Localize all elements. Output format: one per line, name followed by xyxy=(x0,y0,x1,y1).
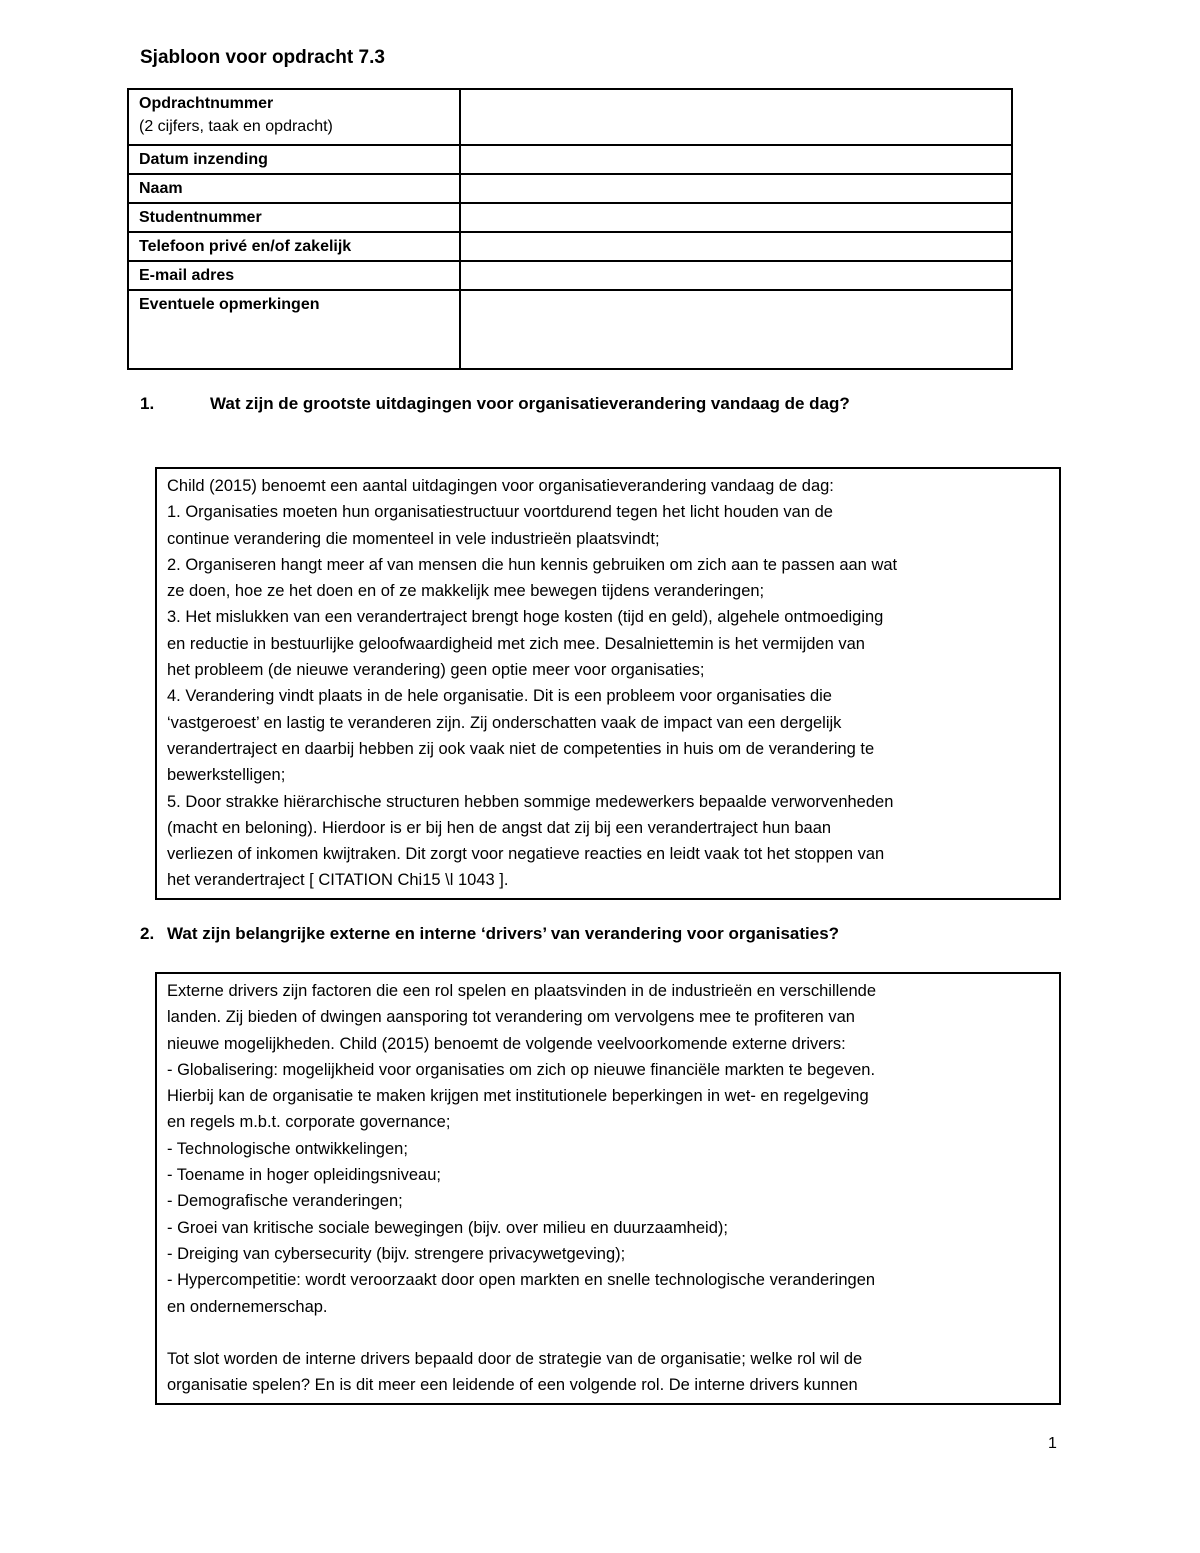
answer-line: - Technologische ontwikkelingen; xyxy=(167,1139,408,1158)
answer-line: 3. Het mislukken van een verandertraject brengt hoge kosten (tijd en geld), algehele ontmoediging xyxy=(167,608,884,627)
form-value-cell[interactable] xyxy=(460,261,1012,290)
submission-form-table xyxy=(127,88,1013,370)
form-row-opdrachtnummer xyxy=(128,89,1012,145)
document-title: Sjabloon voor opdracht 7.3 xyxy=(140,47,385,68)
answer-line: Tot slot worden de interne drivers bepaald door de strategie van de organisatie; welke rol wil de xyxy=(167,1350,863,1369)
form-row-telefoon xyxy=(128,232,1012,261)
form-row-naam xyxy=(128,174,1012,203)
answer-line: - Groei van kritische sociale bewegingen (bijv. over milieu en duurzaamheid); xyxy=(167,1218,728,1237)
form-label: Telefoon privé en/of zakelijk xyxy=(128,232,460,261)
form-row-datum xyxy=(128,145,1012,174)
answer-line: continue verandering die momenteel in vele industrieën plaatsvindt; xyxy=(167,529,660,548)
form-value-cell[interactable] xyxy=(460,145,1012,174)
form-value-cell[interactable] xyxy=(460,232,1012,261)
form-row-studentnummer xyxy=(128,203,1012,232)
question-2-number: 2. xyxy=(140,924,155,943)
form-label: Naam xyxy=(128,174,460,203)
answer-line: en regels m.b.t. corporate governance; xyxy=(167,1113,451,1132)
form-label: Studentnummer xyxy=(128,203,460,232)
answer-line: 5. Door strakke hiërarchische structuren hebben sommige medewerkers bepaalde verworvenheden xyxy=(167,792,894,811)
answer-line: ze doen, hoe ze het doen en of ze makkelijk mee bewegen tijdens veranderingen; xyxy=(167,582,765,601)
answer-line: Child (2015) benoemt een aantal uitdagingen voor organisatieverandering vandaag de dag: xyxy=(167,477,834,495)
answer-2-box xyxy=(155,972,1061,1405)
answer-line: nieuwe mogelijkheden. Child (2015) benoemt de volgende veelvoorkomende externe drivers: xyxy=(167,1034,846,1053)
question-1-number: 1. xyxy=(140,394,155,413)
form-label: E-mail adres xyxy=(128,261,460,290)
answer-line xyxy=(167,1320,1049,1346)
answer-line: (macht en beloning). Hierdoor is er bij hen de angst dat zij bij een verandertraject hun baan xyxy=(167,818,832,837)
question-1-text: Wat zijn de grootste uitdagingen voor organisatieverandering vandaag de dag? xyxy=(210,394,850,413)
question-2-text: Wat zijn belangrijke externe en interne ‘drivers’ van verandering voor organisaties? xyxy=(167,924,840,943)
answer-line: 4. Verandering vindt plaats in de hele organisatie. Dit is een probleem voor organisaties die xyxy=(167,687,832,706)
answer-line: organisatie spelen? En is dit meer een leidende of een volgende rol. De interne drivers kunnen xyxy=(167,1376,858,1395)
answer-1-box xyxy=(155,467,1061,900)
form-row-opmerkingen xyxy=(128,290,1012,369)
label-subtext: (2 cijfers, taak en opdracht) xyxy=(139,118,333,135)
form-value-cell[interactable] xyxy=(460,174,1012,203)
answer-line: bewerkstelligen; xyxy=(167,766,286,785)
answer-line: - Dreiging van cybersecurity (bijv. strengere privacywetgeving); xyxy=(167,1244,626,1263)
answer-line: verliezen of inkomen kwijtraken. Dit zorgt voor negatieve reacties en leidt vaak tot het stoppen van xyxy=(167,845,885,864)
form-label: Datum inzending xyxy=(128,145,460,174)
answer-line: 1. Organisaties moeten hun organisatiestructuur voortdurend tegen het licht houden van de xyxy=(167,503,833,522)
form-label: Eventuele opmerkingen xyxy=(128,290,460,369)
answer-line: 2. Organiseren hangt meer af van mensen die hun kennis gebruiken om zich aan te passen aan wat xyxy=(167,555,898,574)
form-row-email xyxy=(128,261,1012,290)
form-label xyxy=(128,89,460,145)
answer-line: het probleem (de nieuwe verandering) geen optie meer voor organisaties; xyxy=(167,661,705,680)
answer-line: verandertraject en daarbij hebben zij ook vaak niet de competenties in huis om de verandering te xyxy=(167,739,875,758)
label-text: Opdrachtnummer xyxy=(139,95,274,112)
answer-line: landen. Zij bieden of dwingen aansporing tot verandering om vervolgens mee te profiteren van xyxy=(167,1008,855,1027)
answer-line: en ondernemerschap. xyxy=(167,1297,328,1316)
form-value-cell[interactable] xyxy=(460,290,1012,369)
page-number: 1 xyxy=(1048,1435,1057,1452)
answer-line: en reductie in bestuurlijke geloofwaardigheid met zich mee. Desalniettemin is het vermijden van xyxy=(167,634,865,653)
answer-line: ‘vastgeroest’ en lastig te veranderen zijn. Zij onderschatten vaak de impact van een dergelijk xyxy=(167,713,842,732)
answer-line: - Demografische veranderingen; xyxy=(167,1192,403,1211)
answer-line: - Toename in hoger opleidingsniveau; xyxy=(167,1166,441,1185)
answer-line: Externe drivers zijn factoren die een rol spelen en plaatsvinden in de industrieën en verschillende xyxy=(167,982,877,1000)
form-value-cell[interactable] xyxy=(460,203,1012,232)
answer-line: - Hypercompetitie: wordt veroorzaakt door open markten en snelle technologische veranderingen xyxy=(167,1271,876,1290)
answer-line: Hierbij kan de organisatie te maken krijgen met institutionele beperkingen in wet- en regelgeving xyxy=(167,1087,869,1106)
answer-line: het verandertraject [ CITATION Chi15 \l 1043 ]. xyxy=(167,871,509,890)
form-value-cell[interactable] xyxy=(460,89,1012,145)
answer-line: - Globalisering: mogelijkheid voor organisaties om zich op nieuwe financiële markten te begeven. xyxy=(167,1060,876,1079)
